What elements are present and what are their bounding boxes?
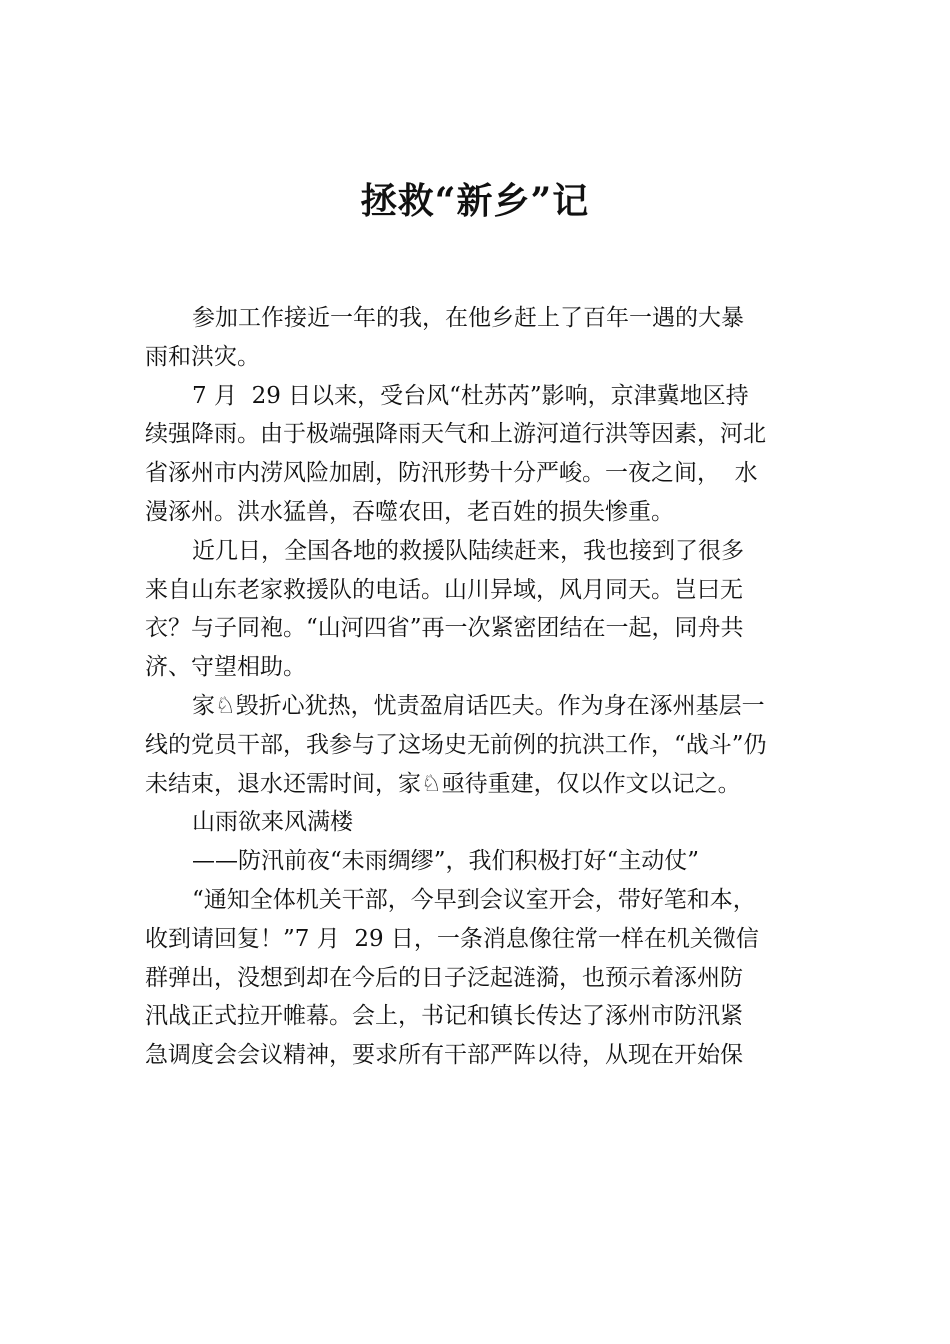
paragraph-line: 汛战正式拉开帷幕。会上，书记和镇长传达了涿州市防汛紧 [145,1003,743,1030]
paragraph-line: 急调度会会议精神，要求所有干部严阵以待，从现在开始保 [145,1042,743,1069]
paragraph-line: 雨和洪灾。 [145,343,260,370]
document-body [145,299,835,1075]
paragraph-line: 家♘毁折心犹热，忧责盈肩话匹夫。作为身在涿州基层一 [192,692,765,719]
paragraph-line: 参加工作接近一年的我，在他乡赶上了百年一遇的大暴 [192,305,744,331]
paragraph-line: 续强降雨。由于极端强降雨天气和上游河道行洪等因素，河北 [145,421,766,448]
paragraph-line: 省涿州市内涝风险加剧，防汛形势十分严峻。一夜之间， 水 [145,460,758,487]
paragraph-line: 衣？与子同袍。“山河四省”再一次紧密团结在一起，同舟共 [145,615,744,642]
paragraph-line: 漫涿州。洪水猛兽，吞噬农田，老百姓的损失惨重。 [145,498,674,525]
paragraph-line: 近几日，全国各地的救援队陆续赶来，我也接到了很多 [192,537,744,564]
paragraph-line: 济、守望相助。 [145,654,306,681]
section-heading: 山雨欲来风满楼 [192,809,353,836]
paragraph-line: 7 月 29 日以来，受台风“杜苏芮”影响，京津冀地区持 [192,382,749,409]
paragraph-line: 收到请回复！”7 月 29 日，一条消息像往常一样在机关微信 [145,925,759,952]
paragraph-line: 未结束，退水还需时间，家♘亟待重建，仅以作文以记之。 [145,770,741,797]
section-subheading: ——防汛前夜“未雨绸缪”，我们积极打好“主动仗” [192,848,700,875]
document-title: 拯救“新乡”记 [360,180,590,222]
paragraph-line: 群弹出，没想到却在今后的日子泛起涟漪，也预示着涿州防 [145,964,743,991]
paragraph-line: 线的党员干部，我参与了这场史无前例的抗洪工作，“战斗”仍 [145,731,767,758]
paragraph-line: “通知全体机关干部，今早到会议室开会，带好笔和本， [192,886,756,913]
paragraph-line: 来自山东老家救援队的电话。山川异域，风月同天。岂曰无 [145,576,743,603]
